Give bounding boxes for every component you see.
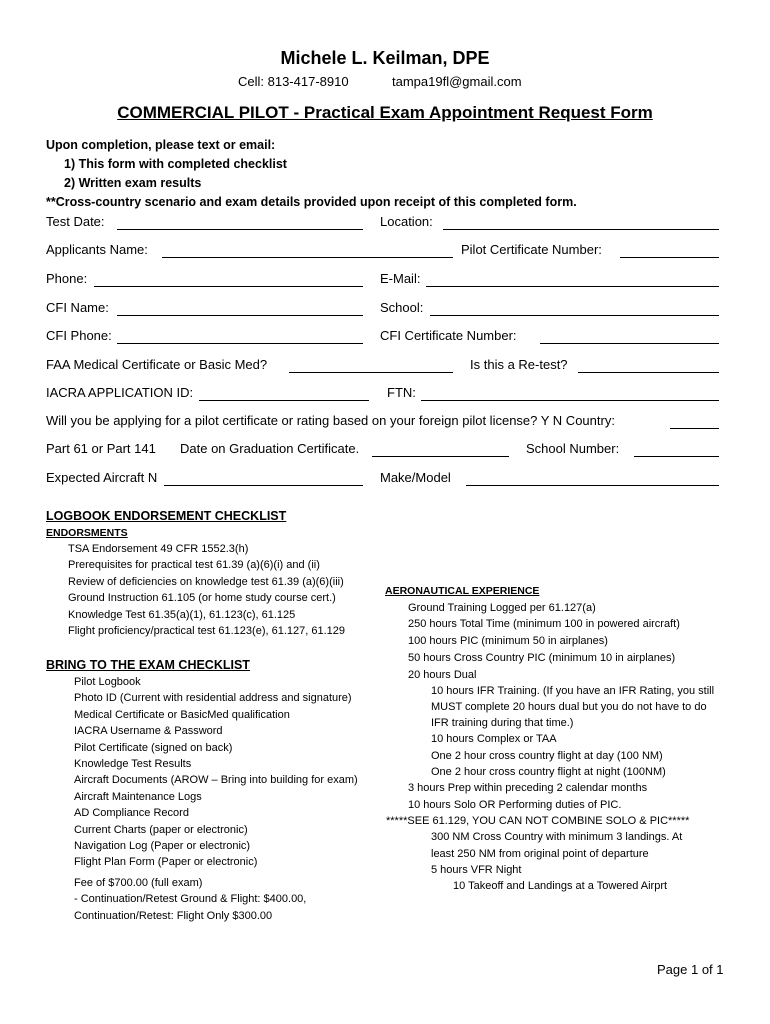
list-item: TSA Endorsement 49 CFR 1552.3(h) <box>68 543 249 555</box>
school-field[interactable] <box>430 315 719 316</box>
cfi-phone-field[interactable] <box>117 343 363 344</box>
phone-label: Phone: <box>46 271 88 286</box>
applicant-name-label: Applicants Name: <box>46 242 148 257</box>
ftn-label: FTN: <box>387 385 416 400</box>
list-item: 100 hours PIC (minimum 50 in airplanes) <box>408 635 608 647</box>
list-item: IACRA Username & Password <box>74 725 223 738</box>
pilot-cert-number-field[interactable] <box>620 257 719 258</box>
list-item: Pilot Certificate (signed on back) <box>74 741 233 754</box>
warning-note: *****SEE 61.129, YOU CAN NOT COMBINE SOLO & PIC***** <box>386 815 690 827</box>
intro-line: 2) Written exam results <box>64 176 202 190</box>
phone-field[interactable] <box>94 286 363 287</box>
list-item: IFR training during that time.) <box>431 717 574 729</box>
list-item: least 250 NM from original point of departure <box>431 848 649 860</box>
location-label: Location: <box>380 214 433 229</box>
aero-experience-title: AERONAUTICAL EXPERIENCE <box>385 585 540 597</box>
test-date-label: Test Date: <box>46 214 105 229</box>
list-item: Knowledge Test Results <box>74 758 192 771</box>
bring-list <box>74 674 358 871</box>
list-item: Ground Instruction 61.105 (or home study course cert.) <box>68 592 336 605</box>
test-date-field[interactable] <box>117 229 363 230</box>
list-item: AD Compliance Record <box>74 807 189 820</box>
list-item: Review of deficiencies on knowledge test 61.39 (a)(6)(iii) <box>68 575 344 588</box>
iacra-label: IACRA APPLICATION ID: <box>46 385 194 400</box>
cfi-name-label: CFI Name: <box>46 300 109 315</box>
list-item: MUST complete 20 hours dual but you do not have to do <box>431 701 707 713</box>
list-item: Current Charts (paper or electronic) <box>74 823 248 836</box>
cfi-cert-number-field[interactable] <box>540 343 719 344</box>
list-item: One 2 hour cross country flight at night (100NM) <box>431 766 666 778</box>
make-model-label: Make/Model <box>380 470 451 485</box>
bring-checklist-title: BRING TO THE EXAM CHECKLIST <box>46 658 250 672</box>
cfi-phone-label: CFI Phone: <box>46 328 112 343</box>
pilot-cert-number-label: Pilot Certificate Number: <box>461 242 602 257</box>
list-item: 50 hours Cross Country PIC (minimum 10 in airplanes) <box>408 652 676 664</box>
school-number-field[interactable] <box>634 456 719 457</box>
list-item: Navigation Log (Paper or electronic) <box>74 840 251 853</box>
email-field[interactable] <box>426 286 719 287</box>
fee-line: - Continuation/Retest Ground & Flight: $400.00, <box>74 893 307 906</box>
list-item: Knowledge Test 61.35(a)(1), 61.123(c), 61.125 <box>68 608 296 621</box>
list-item: Flight proficiency/practical test 61.123(e), 61.127, 61.129 <box>68 625 345 638</box>
faa-medical-field[interactable] <box>289 372 453 373</box>
retest-field[interactable] <box>578 372 719 373</box>
list-item: Pilot Logbook <box>74 676 141 688</box>
list-item: Prerequisites for practical test 61.39 (a)(6)(i) and (ii) <box>68 559 320 572</box>
school-number-label: School Number: <box>526 441 620 456</box>
location-field[interactable] <box>443 229 719 230</box>
list-item: Flight Plan Form (Paper or electronic) <box>74 856 258 869</box>
endorsements-subtitle: ENDORSMENTS <box>46 527 128 539</box>
list-item: Aircraft Maintenance Logs <box>74 790 202 803</box>
list-item: One 2 hour cross country flight at day (100 NM) <box>431 750 663 762</box>
cell-phone: Cell: 813-417-8910 <box>238 74 349 89</box>
intro-line: Upon completion, please text or email: <box>46 138 276 152</box>
fee-line: Continuation/Retest: Flight Only $300.00 <box>74 909 273 922</box>
page-number: Page 1 of 1 <box>657 962 724 977</box>
ftn-field[interactable] <box>421 400 719 401</box>
form-title: COMMERCIAL PILOT - Practical Exam Appointment Request Form <box>117 103 653 122</box>
examiner-name: Michele L. Keilman, DPE <box>280 48 490 68</box>
list-item: 250 hours Total Time (minimum 100 in powered aircraft) <box>408 618 680 630</box>
expected-aircraft-field[interactable] <box>164 485 363 486</box>
graduation-date-field[interactable] <box>372 456 509 457</box>
retest-label: Is this a Re-test? <box>470 357 568 372</box>
list-item: 5 hours VFR Night <box>431 864 522 876</box>
country-field[interactable] <box>670 428 719 429</box>
expected-aircraft-label: Expected Aircraft N <box>46 470 158 485</box>
list-item: 20 hours Dual <box>408 669 477 681</box>
list-item: 10 hours IFR Training. (If you have an IFR Rating, you still <box>431 685 715 697</box>
graduation-date-label: Date on Graduation Certificate. <box>180 441 360 456</box>
cfi-name-field[interactable] <box>117 315 363 316</box>
list-item: 300 NM Cross Country with minimum 3 landings. At <box>431 831 683 843</box>
foreign-license-label: Will you be applying for a pilot certificate or rating based on your foreign pilot license? Y N Country: <box>46 413 615 428</box>
list-item: 10 Takeoff and Landings at a Towered Airprt <box>453 880 668 892</box>
endorsement-list <box>68 541 345 639</box>
email-label: E-Mail: <box>380 271 421 286</box>
fee-info <box>74 875 306 924</box>
iacra-field[interactable] <box>199 400 369 401</box>
list-item: 10 hours Complex or TAA <box>431 733 557 745</box>
list-item: Aircraft Documents (AROW – Bring into building for exam) <box>74 774 358 787</box>
list-item: 3 hours Prep within preceding 2 calendar months <box>408 782 648 794</box>
list-item: 10 hours Solo OR Performing duties of PIC. <box>408 799 622 811</box>
intro-line: 1) This form with completed checklist <box>64 157 287 171</box>
list-item: Ground Training Logged per 61.127(a) <box>408 602 596 614</box>
faa-medical-label: FAA Medical Certificate or Basic Med? <box>46 357 268 372</box>
school-label: School: <box>380 300 424 315</box>
list-item: Photo ID (Current with residential address and signature) <box>74 692 352 705</box>
logbook-checklist-title: LOGBOOK ENDORSEMENT CHECKLIST <box>46 509 287 523</box>
fee-line: Fee of $700.00 (full exam) <box>74 877 203 889</box>
examiner-email: tampa19fl@gmail.com <box>392 74 522 89</box>
applicant-name-field[interactable] <box>162 257 453 258</box>
intro-note: **Cross-country scenario and exam details provided upon receipt of this completed form. <box>46 195 577 209</box>
make-model-field[interactable] <box>466 485 719 486</box>
list-item: Medical Certificate or BasicMed qualification <box>74 708 290 721</box>
part-label: Part 61 or Part 141 <box>46 441 156 456</box>
cfi-cert-number-label: CFI Certificate Number: <box>380 328 517 343</box>
